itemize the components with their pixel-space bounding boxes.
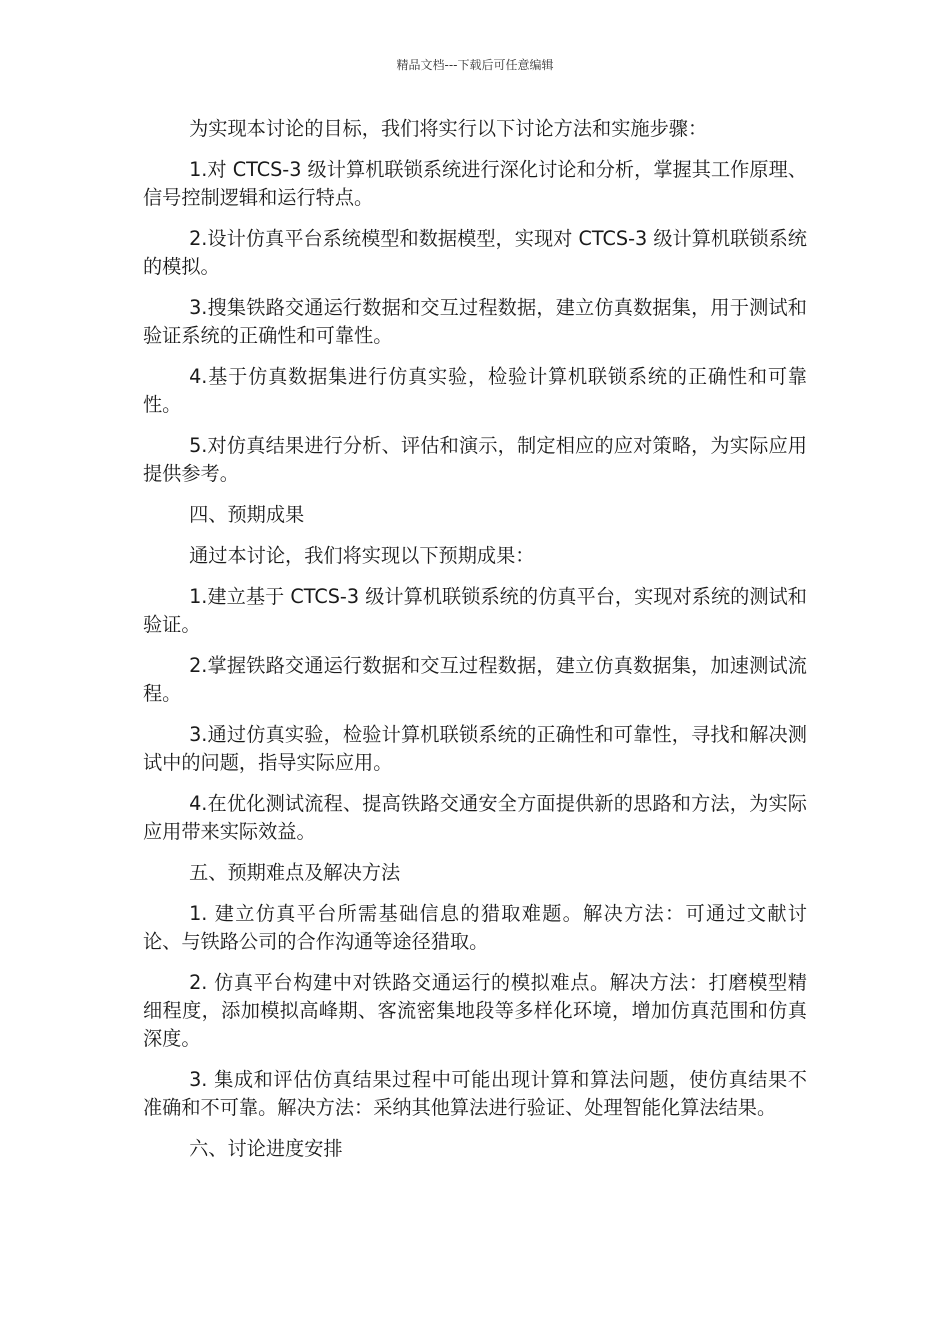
expected-results-intro: 通过本讨论，我们将实现以下预期成果： bbox=[189, 544, 535, 567]
intro-paragraph: 为实现本讨论的目标，我们将实行以下讨论方法和实施步骤： bbox=[189, 117, 708, 140]
method-step-3: 3.搜集铁路交通运行数据和交互过程数据，建立仿真数据集，用于测试和验证系统的正确性和可靠性。 bbox=[143, 296, 807, 347]
difficulty-3: 3. 集成和评估仿真结果过程中可能出现计算和算法问题，使仿真结果不准确和不可靠。解决方法：采纳其他算法进行验证、处理智能化算法结果。 bbox=[143, 1068, 807, 1119]
expected-result-1: 1.建立基于 CTCS-3 级计算机联锁系统的仿真平台，实现对系统的测试和验证。 bbox=[143, 585, 807, 636]
method-step-2: 2.设计仿真平台系统模型和数据模型，实现对 CTCS-3 级计算机联锁系统的模拟。 bbox=[143, 227, 807, 278]
method-step-5: 5.对仿真结果进行分析、评估和演示，制定相应的应对策略，为实际应用提供参考。 bbox=[143, 434, 807, 485]
section-heading-expected-results: 四、预期成果 bbox=[189, 503, 305, 526]
expected-result-3: 3.通过仿真实验，检验计算机联锁系统的正确性和可靠性，寻找和解决测试中的问题，指导实际应用。 bbox=[143, 723, 807, 774]
difficulty-1: 1. 建立仿真平台所需基础信息的猎取难题。解决方法：可通过文献讨论、与铁路公司的合作沟通等途径猎取。 bbox=[143, 902, 807, 953]
difficulty-2: 2. 仿真平台构建中对铁路交通运行的模拟难点。解决方法：打磨模型精细程度，添加模拟高峰期、客流密集地段等多样化环境，增加仿真范围和仿真深度。 bbox=[143, 971, 807, 1050]
expected-result-4: 4.在优化测试流程、提高铁路交通安全方面提供新的思路和方法，为实际应用带来实际效益。 bbox=[143, 792, 807, 843]
method-step-1: 1.对 CTCS-3 级计算机联锁系统进行深化讨论和分析，掌握其工作原理、信号控制逻辑和运行特点。 bbox=[143, 158, 807, 209]
method-step-4: 4.基于仿真数据集进行仿真实验，检验计算机联锁系统的正确性和可靠性。 bbox=[143, 365, 807, 416]
section-heading-difficulties: 五、预期难点及解决方法 bbox=[189, 861, 401, 884]
page-header: 精品文档---下载后可任意编辑 bbox=[396, 58, 554, 72]
section-heading-schedule: 六、讨论进度安排 bbox=[189, 1137, 343, 1160]
document-body bbox=[143, 115, 807, 1176]
expected-result-2: 2.掌握铁路交通运行数据和交互过程数据，建立仿真数据集，加速测试流程。 bbox=[143, 654, 807, 705]
